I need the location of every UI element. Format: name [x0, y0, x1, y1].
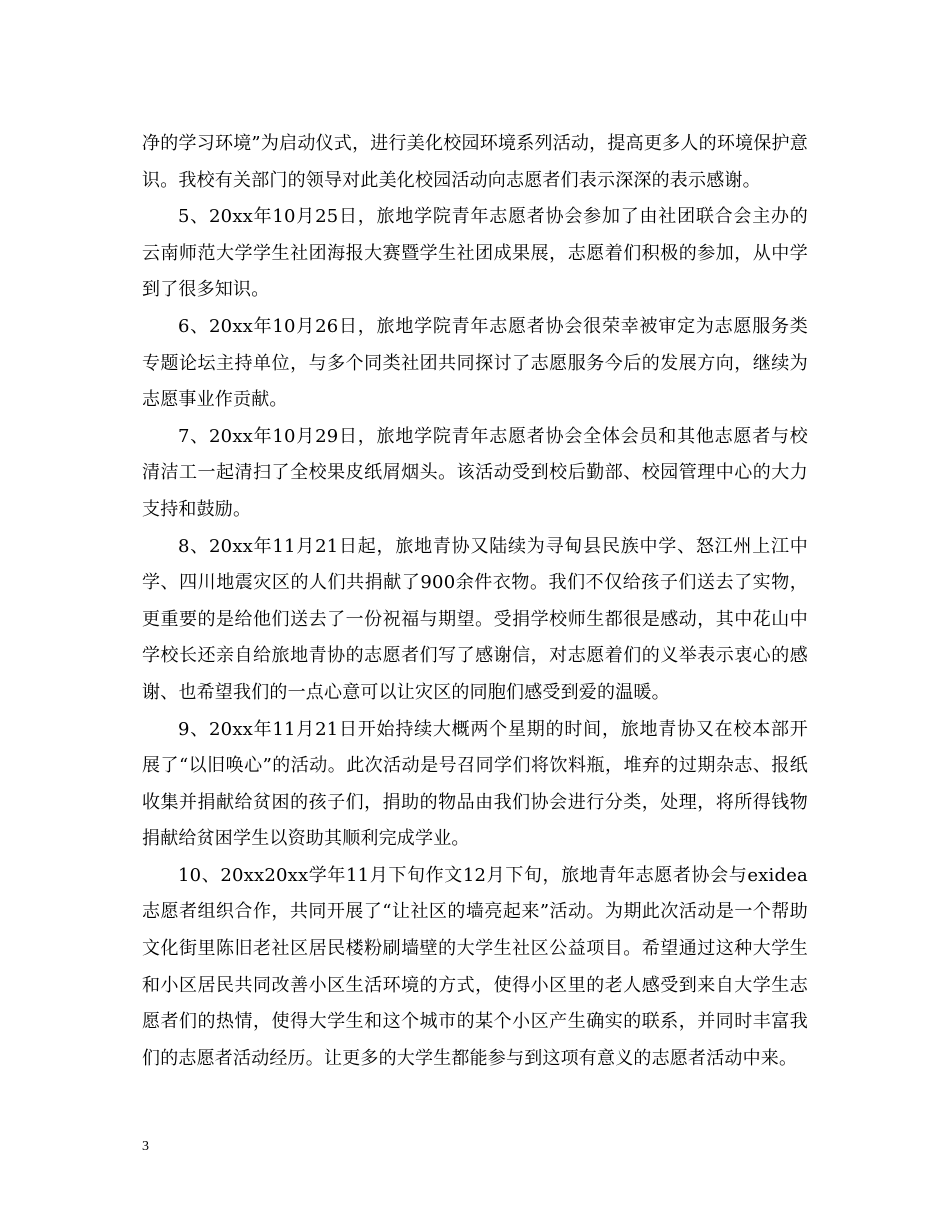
paragraph-item-8: 8、20xx年11月21日起，旅地青协又陆续为寻甸县民族中学、怒江州上江中学、四川地震灾区的人们共捐献了900余件衣物。我们不仅给孩子们送去了实物，更重要的是给他们送去了一份祝福与期望。受捐学校师生都很是感动，其中花山中学校长还亲自给旅地青协的志愿者们写了感谢信，对志愿着们的义举表示衷心的感谢、也希望我们的一点心意可以让灾区的同胞们感受到爱的温暖。 — [142, 535, 808, 703]
paragraph-item-9: 9、20xx年11月21日开始持续大概两个星期的时间，旅地青协又在校本部开展了“以旧唤心”的活动。此次活动是号召同学们将饮料瓶，堆弃的过期杂志、报纸收集并捐献给贫困的孩子们，捐助的物品由我们协会进行分类，处理，将所得钱物捐献给贫困学生以资助其顺利完成学业。 — [142, 718, 808, 850]
paragraph-item-6: 6、20xx年10月26日，旅地学院青年志愿者协会很荣幸被审定为志愿服务类专题论坛主持单位，与多个同类社团共同探讨了志愿服务今后的发展方向，继续为志愿事业作贡献。 — [142, 315, 808, 411]
paragraph-item-5: 5、20xx年10月25日，旅地学院青年志愿者协会参加了由社团联合会主办的云南师范大学学生社团海报大赛暨学生社团成果展，志愿着们积极的参加，从中学到了很多知识。 — [142, 206, 808, 301]
paragraph-continued: 净的学习环境”为启动仪式，进行美化校园环境系列活动，提高更多人的环境保护意识。我校有关部门的领导对此美化校园活动向志愿者们表示深深的表示感谢。 — [142, 133, 808, 191]
page-number: 3 — [142, 1139, 149, 1154]
paragraph-item-10: 10、20xx20xx学年11月下旬作文12月下旬，旅地青年志愿者协会与exidea志愿者组织合作，共同开展了“让社区的墙亮起来”活动。为期此次活动是一个帮助文化街里陈旧老社区居民楼粉刷墙壁的大学生社区公益项目。希望通过这种大学生和小区居民共同改善小区生活环境的方式，使得小区里的老人感受到来自大学生志愿者们的热情，使得大学生和这个城市的某个小区产生确实的联系，并同时丰富我们的志愿者活动经历。让更多的大学生都能参与到这项有意义的志愿者活动中来。 — [142, 864, 808, 1069]
document-body — [142, 126, 808, 1077]
paragraph-item-7: 7、20xx年10月29日，旅地学院青年志愿者协会全体会员和其他志愿者与校清洁工一起清扫了全校果皮纸屑烟头。该活动受到校后勤部、校园管理中心的大力支持和鼓励。 — [142, 425, 808, 520]
